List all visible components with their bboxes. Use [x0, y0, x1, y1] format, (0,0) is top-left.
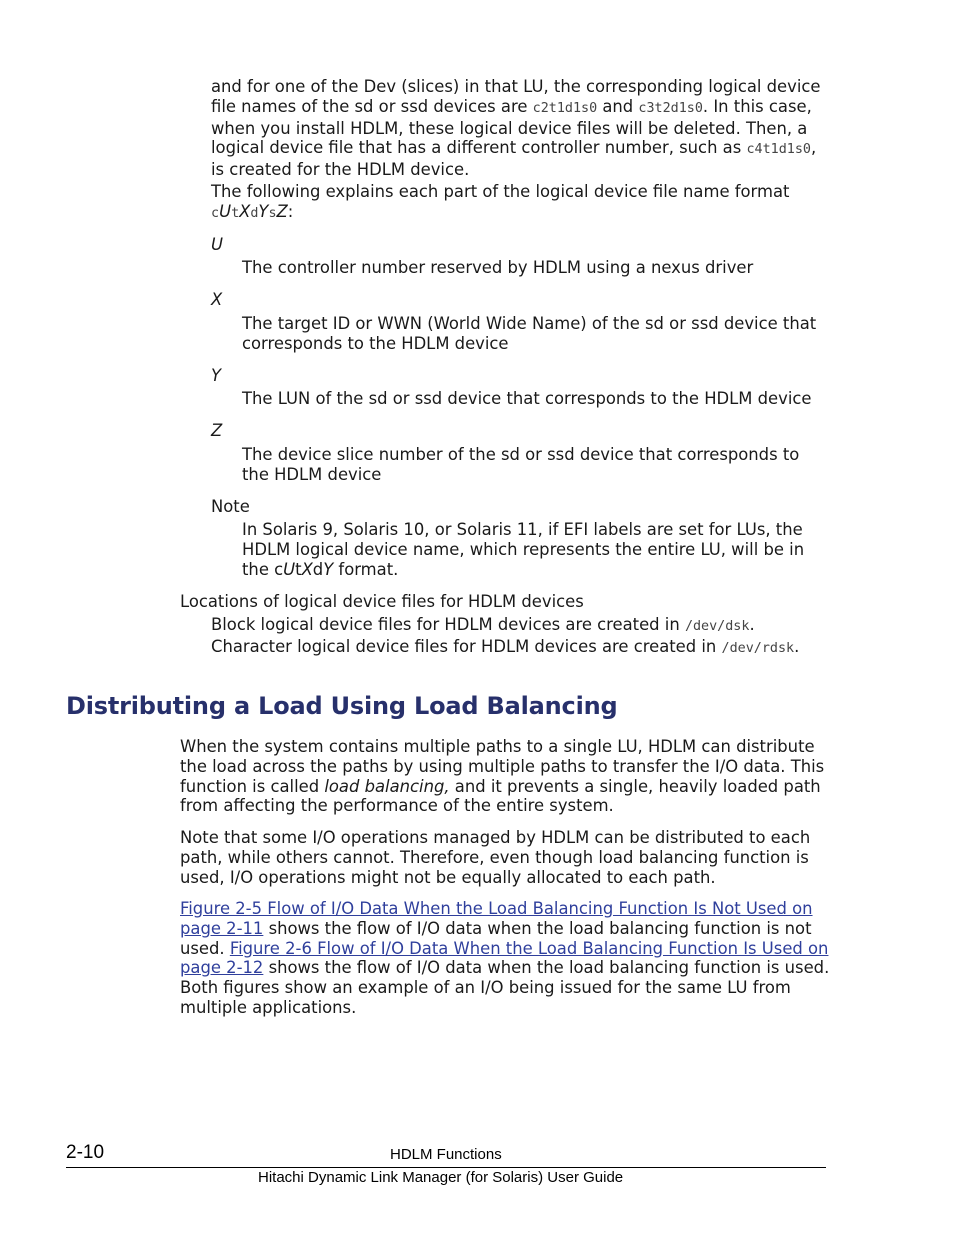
emphasis-term: load balancing,	[324, 776, 450, 796]
format-variable: Y	[258, 201, 269, 221]
locations-text-part: Character logical device files for HDLM devices are created in	[211, 636, 722, 656]
locations-text	[211, 615, 833, 659]
intro-text: . In this case, when you install HDLM, these logical device files will be deleted. Then, a logical device file that has a different controller number, such as	[211, 96, 812, 158]
section-paragraph	[180, 737, 834, 816]
section-paragraph	[180, 899, 834, 1018]
note-text	[242, 520, 834, 579]
note-text-part: format.	[333, 559, 399, 579]
term-description: The controller number reserved by HDLM using a nexus driver	[242, 258, 754, 277]
term-label: Z	[211, 421, 223, 440]
format-variable: Y	[323, 559, 334, 579]
figure-2-6-link[interactable]: Figure 2-6 Flow of I/O Data When the Load Balancing Function Is Used on page 2-12	[180, 938, 829, 978]
term-label: U	[211, 235, 223, 254]
section-text: shows the flow of I/O data when the load balancing function is not used.	[180, 918, 812, 958]
section-text: When the system contains multiple paths to a single LU, HDLM can distribute the load across the paths by using multiple paths to transfer the I/O data. This function is called	[180, 737, 825, 796]
locations-text-part: .	[794, 636, 800, 656]
format-variable: Z	[276, 201, 288, 221]
section-heading: Distributing a Load Using Load Balancing	[66, 692, 618, 720]
footer-section-title: HDLM Functions	[390, 1146, 502, 1163]
locations-text-part: .	[749, 615, 755, 634]
term-description: The device slice number of the sd or ssd device that corresponds to the HDLM device	[242, 445, 800, 484]
section-text: and it prevents a single, heavily loaded path from affecting the performance of the entire system.	[180, 776, 821, 816]
format-variable: X	[301, 559, 313, 579]
device-file-code: c3t2d1s0	[638, 100, 703, 116]
term-label: Y	[211, 366, 222, 385]
device-file-code: c4t1d1s0	[746, 142, 811, 158]
format-variable: X	[239, 201, 251, 221]
term-description: The target ID or WWN (World Wide Name) of the sd or ssd device that corresponds to the HDLM device	[242, 314, 817, 353]
note-text-part: In Solaris 9, Solaris 10, or Solaris 11, if EFI labels are set for LUs, the HDLM logical device name, which represents the entire LU, will be in the c	[242, 520, 805, 579]
format-paragraph	[211, 182, 833, 224]
device-file-code: c2t1d1s0	[532, 100, 598, 116]
intro-text: and for one of the Dev (slices) in that LU, the corresponding logical device file names of the sd or ssd devices are	[211, 77, 821, 116]
footer-guide-title: Hitachi Dynamic Link Manager (for Solaris) User Guide	[258, 1169, 624, 1186]
format-text: :	[287, 201, 294, 221]
term-description: The LUN of the sd or ssd device that corresponds to the HDLM device	[242, 389, 812, 408]
format-literal: s	[268, 205, 277, 221]
intro-text: , is created for the HDLM device.	[211, 138, 817, 180]
footer-rule	[66, 1167, 826, 1168]
format-literal: d	[312, 559, 324, 579]
page-number: 2-10	[66, 1142, 105, 1163]
format-literal: c	[211, 205, 220, 221]
section-text: shows the flow of I/O data when the load balancing function is used. Both figures show an example of an I/O being issued for the same LU from multiple applications.	[180, 958, 830, 1017]
note-label: Note	[211, 497, 250, 516]
path-code: /dev/dsk	[684, 619, 750, 634]
intro-paragraph	[211, 77, 833, 180]
intro-text: and	[597, 96, 639, 116]
path-code: /dev/rdsk	[721, 640, 795, 656]
format-text: The following explains each part of the logical device file name format	[211, 182, 790, 201]
term-label: X	[211, 290, 223, 309]
figure-2-5-link[interactable]: Figure 2-5 Flow of I/O Data When the Load Balancing Function Is Not Used on page 2-11	[180, 899, 813, 938]
locations-label: Locations of logical device files for HDLM devices	[180, 592, 584, 611]
format-literal: t	[295, 559, 302, 579]
format-variable: U	[219, 201, 232, 221]
locations-text-part: Block logical device files for HDLM devices are created in	[211, 615, 685, 634]
format-literal: t	[231, 205, 240, 221]
format-variable: U	[283, 559, 296, 579]
format-literal: d	[250, 205, 259, 221]
section-paragraph: Note that some I/O operations managed by HDLM can be distributed to each path, while others cannot. Therefore, even though load balancing function is used, I/O operations might not be equally allocated to each path.	[180, 828, 811, 887]
